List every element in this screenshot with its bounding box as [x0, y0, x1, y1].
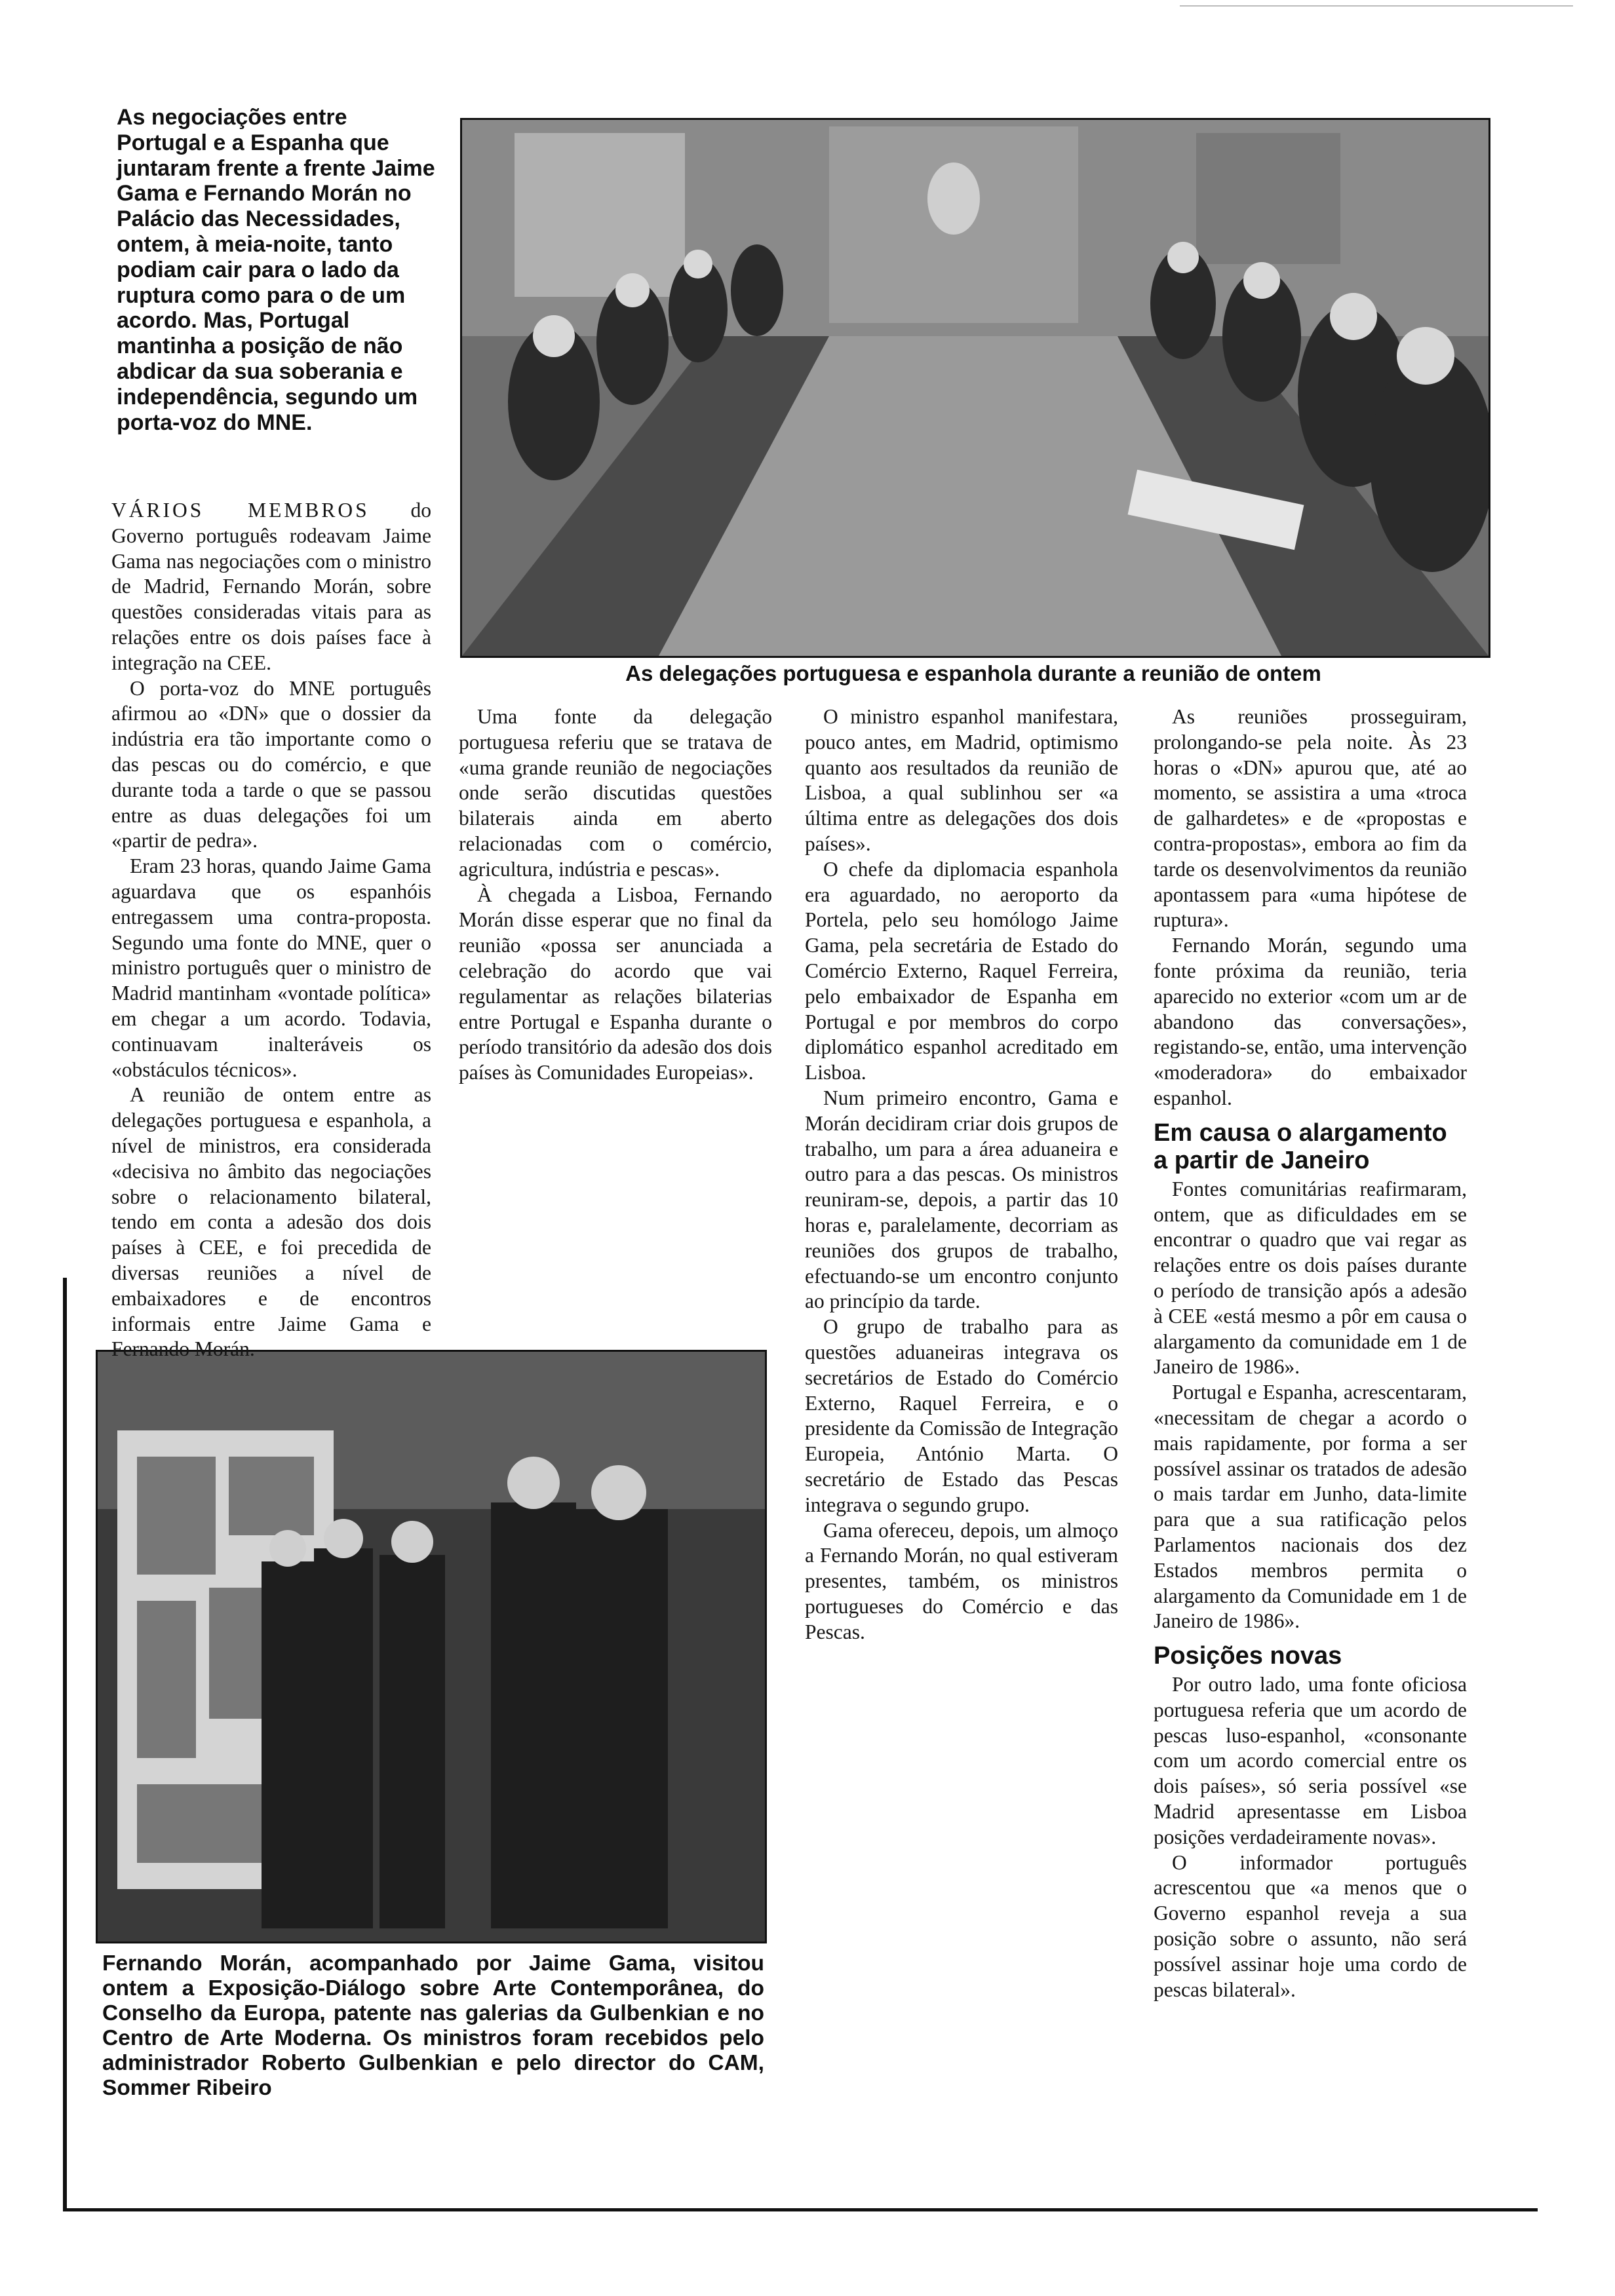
- scan-edge-line: [1180, 5, 1573, 7]
- photo-caption-bottom: Fernando Morán, acompanhado por Jaime Gama, visitou ontem a Exposição-Diálogo sobre Arte Contemporânea, do Conselho da Europa, patente nas galerias da Gulbenkian e no Centro de Arte Moderna. Os ministros foram recebidos pelo administrador Roberto Gulbenkian e pelo director do CAM, Sommer Ribeiro: [102, 1951, 764, 2100]
- article-paragraph: Fernando Morán, segundo uma fonte próxima da reunião, teria aparecido no exterior «com um ar de abandono das conversações», registando-se, então, uma intervenção «moderadora» do embaixador espanhol.: [1154, 934, 1467, 1109]
- article-paragraph: Num primeiro encontro, Gama e Morán decidiram criar dois grupos de trabalho, um para a área aduaneira e outro para a das pescas. Os ministros reuniram-se, depois, a partir das 10 horas e, paralelamente, decorriam as reuniões dos grupos de trabalho, efectuando-se um encontro conjunto ao princípio da tarde.: [805, 1086, 1118, 1313]
- article-paragraph: À chegada a Lisboa, Fernando Morán disse esperar que no final da reunião «possa ser anunciada a celebração do acordo que vai regulamentar as relações bilaterias entre Portugal e Espanha durante o período transitório da adesão dos dois países às Comunidades Europeias».: [459, 883, 772, 1084]
- photo-exhibition-visit: [96, 1350, 767, 1943]
- article-paragraph: As reuniões prosseguiram, prolongando-se pela noite. Às 23 horas o «DN» apurou que, até ao momento, se assistira a uma «troca de galhardetes» e de «propostas e contra-propostas», embora ao fim da tarde os desenvolvimentos da reunião apontassem para «uma hipótese de ruptura».: [1154, 705, 1467, 932]
- page-frame-left-rule: [63, 1278, 67, 2208]
- subheading-alargamento: Em causa o alargamento a partir de Janeiro: [1154, 1119, 1447, 1174]
- article-paragraph: Portugal e Espanha, acrescentaram, «necessitam de chegar a acordo o mais rapidamente, por forma a ser possível assinar os tratados de adesão o mais tardar em Junho, data-limite para que a sua ratificação pelos Parlamentos nacionais dos dez Estados membros permita o alargamento da Comunidade em 1 de Janeiro de 1986».: [1154, 1381, 1467, 1633]
- photo-delegations-meeting: [460, 118, 1490, 658]
- article-paragraph: Gama ofereceu, depois, um almoço a Fernando Morán, no qual estiveram presentes, também, os ministros portugueses do Comércio e das Pescas.: [805, 1518, 1118, 1643]
- article-column-1: [111, 498, 431, 1362]
- article-column-3: [805, 704, 1118, 1645]
- subheading-posicoes-novas: Posições novas: [1154, 1642, 1342, 1670]
- article-paragraph: O ministro espanhol manifestara, pouco antes, em Madrid, optimismo quanto aos resultados da reunião de Lisboa, a qual sublinhou ser «a última entre as delegações dos dois países».: [805, 705, 1118, 855]
- page-frame-bottom-rule: [63, 2208, 1538, 2211]
- article-paragraph: O chefe da diplomacia espanhola era aguardado, no aeroporto da Portela, pelo seu homólogo Jaime Gama, pela secretária de Estado do Comércio Externo, Raquel Ferreira, pelo embaixador de Espanha em Portugal e por membros do corpo diplomático espanhol acreditado em Lisboa.: [805, 857, 1118, 1084]
- article-paragraph: Fontes comunitárias reafirmaram, ontem, que as dificuldades em se encontrar o quadro que vai regar as relações entre os dois países durante o período de transição após a adesão à CEE «está mesmo a pôr em causa o alargamento da comunidade em 1 de Janeiro de 1986».: [1154, 1177, 1467, 1379]
- article-paragraph: VÁRIOS MEMBROS do Governo português rodeavam Jaime Gama nas negociações com o ministro de Madrid, Fernando Morán, sobre questões consideradas vitais para as relações entre os dois países face à integração na CEE.: [111, 499, 431, 674]
- article-column-4: [1154, 704, 1467, 2002]
- article-paragraph: O porta-voz do MNE português afirmou ao «DN» que o dossier da indústria era tão importante como o das pescas ou do comércio, e que durante toda a tarde o que se passou entre as duas delegações foi um «partir de pedra».: [111, 676, 431, 852]
- article-paragraph: A reunião de ontem entre as delegações portuguesa e espanhola, a nível de ministros, era considerada «decisiva no âmbito das negociações sobre o relacionamento bilateral, tendo em conta a adesão dos dois países à CEE, e foi precedida de diversas reuniões a nível de embaixadores e de encontros informais entre Jaime Gama e Fernando Morán.: [111, 1083, 431, 1361]
- article-paragraph: Eram 23 horas, quando Jaime Gama aguardava que os espanhóis entregassem uma contra-proposta. Segundo uma fonte do MNE, quer o ministro português quer o ministro de Madrid mantinham «vontade política» em chegar a um acordo. Todavia, continuavam inalteráveis os «obstáculos técnicos».: [111, 854, 431, 1081]
- article-paragraph: O grupo de trabalho para as questões aduaneiras integrava os secretários de Estado do Comércio Externo, Raquel Ferreira, e o presidente da Comissão de Integração Europeia, António Marta. O secretário de Estado das Pescas integrava o segundo grupo.: [805, 1315, 1118, 1516]
- opening-small-caps: VÁRIOS MEMBROS: [111, 499, 370, 522]
- article-lead: As negociações entre Portugal e a Espanha que juntaram frente a frente Jaime Gama e Fernando Morán no Palácio das Necessidades, ontem, à meia-noite, tanto podiam cair para o lado da ruptura como para o de um acordo. Mas, Portugal mantinha a posição de não abdicar da sua soberania e independência, segundo um porta-voz do MNE.: [117, 105, 435, 435]
- article-paragraph: Uma fonte da delegação portuguesa referiu que se tratava de «uma grande reunião de negociações onde serão discutidas questões bilaterais ainda em aberto relacionadas com o comércio, agricultura, indústria e pescas».: [459, 705, 772, 881]
- article-paragraph: Por outro lado, uma fonte oficiosa portuguesa referia que um acordo de pescas luso-espanhol, «consonante com um acordo comercial entre os dois países», só seria possível «se Madrid apresentasse em Lisboa posições verdadeiramente novas».: [1154, 1673, 1467, 1848]
- article-column-2: [459, 704, 772, 1086]
- photo-caption-top: As delegações portuguesa e espanhola durante a reunião de ontem: [625, 661, 1321, 685]
- article-paragraph: O informador português acrescentou que «a menos que o Governo espanhol reveja a sua posição sobre o assunto, não será possível assinar hoje uma cordo de pescas bilateral».: [1154, 1850, 1467, 2001]
